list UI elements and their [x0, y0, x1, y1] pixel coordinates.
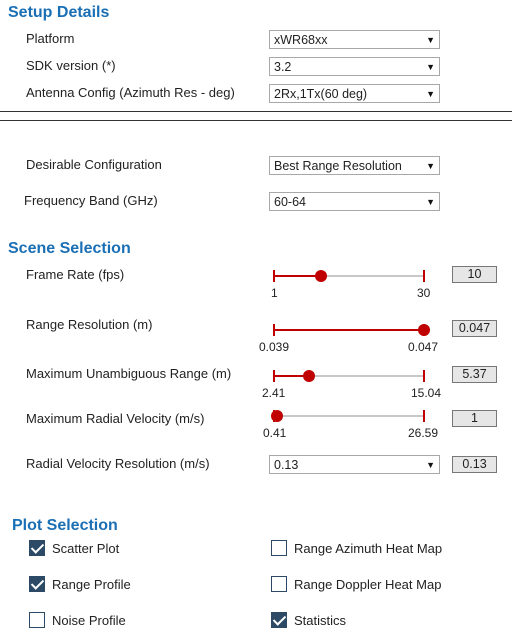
max-range-label: Maximum Unambiguous Range (m) — [26, 366, 232, 381]
max-range-slider[interactable] — [262, 368, 442, 400]
slider-min-label: 1 — [271, 286, 278, 300]
chevron-down-icon: ▼ — [426, 34, 435, 45]
noise-profile-label: Noise Profile — [52, 613, 126, 628]
max-velocity-slider[interactable] — [263, 408, 439, 440]
slider-knob[interactable] — [418, 324, 430, 336]
slider-min-tick — [273, 370, 275, 382]
slider-max-tick — [423, 410, 425, 422]
max-velocity-value-box[interactable]: 1 — [452, 410, 497, 427]
statistics-checkbox[interactable] — [271, 612, 287, 628]
slider-min-tick — [273, 270, 275, 282]
slider-max-label: 15.04 — [411, 386, 442, 400]
range-azimuth-heatmap-checkbox[interactable] — [271, 540, 287, 556]
range-resolution-value-box[interactable]: 0.047 — [452, 320, 497, 337]
frame-rate-label: Frame Rate (fps) — [26, 267, 125, 282]
velocity-resolution-value: 0.13 — [274, 457, 299, 472]
desirable-config-label: Desirable Configuration — [26, 157, 162, 172]
chevron-down-icon: ▼ — [426, 61, 435, 72]
desirable-config-value: Best Range Resolution — [274, 158, 402, 173]
slider-max-tick — [423, 270, 425, 282]
slider-min-label: 0.039 — [259, 340, 290, 354]
slider-min-tick — [273, 324, 275, 336]
slider-max-label: 26.59 — [408, 426, 439, 440]
slider-min-label: 2.41 — [262, 386, 286, 400]
frame-rate-slider[interactable] — [268, 268, 430, 300]
frequency-band-select[interactable] — [269, 192, 440, 211]
range-doppler-heatmap-label: Range Doppler Heat Map — [294, 577, 442, 592]
range-profile-checkbox[interactable] — [29, 576, 45, 592]
desirable-config-select[interactable] — [269, 156, 440, 175]
slider-knob[interactable] — [303, 370, 315, 382]
velocity-resolution-value-box[interactable]: 0.13 — [452, 456, 497, 473]
chevron-down-icon: ▼ — [426, 160, 435, 171]
slider-knob[interactable] — [271, 410, 283, 422]
max-range-value-box[interactable]: 5.37 — [452, 366, 497, 383]
chevron-down-icon: ▼ — [426, 88, 435, 99]
slider-max-label: 30 — [417, 286, 431, 300]
chevron-down-icon: ▼ — [426, 459, 435, 470]
range-profile-label: Range Profile — [52, 577, 131, 592]
slider-min-label: 0.41 — [263, 426, 287, 440]
frequency-band-value: 60-64 — [274, 194, 306, 209]
slider-fill — [274, 275, 321, 277]
range-doppler-heatmap-checkbox[interactable] — [271, 576, 287, 592]
scene-selection-title: Scene Selection — [8, 240, 131, 257]
antenna-config-value: 2Rx,1Tx(60 deg) — [274, 86, 368, 101]
range-resolution-slider[interactable] — [259, 322, 439, 354]
sdk-version-select[interactable] — [269, 57, 440, 76]
platform-select[interactable] — [269, 30, 440, 49]
setup-details-title: Setup Details — [8, 4, 110, 21]
chevron-down-icon: ▼ — [426, 196, 435, 207]
antenna-config-label: Antenna Config (Azimuth Res - deg) — [26, 85, 235, 100]
noise-profile-checkbox[interactable] — [29, 612, 45, 628]
platform-label: Platform — [26, 31, 75, 46]
sdk-version-label: SDK version (*) — [26, 58, 116, 73]
slider-fill — [274, 329, 424, 331]
statistics-label: Statistics — [294, 613, 347, 628]
range-azimuth-heatmap-label: Range Azimuth Heat Map — [294, 541, 443, 556]
platform-value: xWR68xx — [274, 32, 328, 47]
velocity-resolution-select[interactable] — [269, 455, 440, 474]
antenna-config-select[interactable] — [269, 84, 440, 103]
max-velocity-label: Maximum Radial Velocity (m/s) — [26, 411, 205, 426]
slider-track — [274, 415, 424, 417]
scatter-plot-checkbox[interactable] — [29, 540, 45, 556]
plot-selection-title: Plot Selection — [12, 517, 118, 534]
slider-knob[interactable] — [315, 270, 327, 282]
velocity-resolution-label: Radial Velocity Resolution (m/s) — [26, 456, 210, 471]
range-resolution-label: Range Resolution (m) — [26, 317, 153, 332]
frame-rate-value-box[interactable]: 10 — [452, 266, 497, 283]
divider-bottom — [0, 120, 512, 121]
slider-max-tick — [423, 370, 425, 382]
scatter-plot-label: Scatter Plot — [52, 541, 120, 556]
divider-top — [0, 111, 512, 112]
slider-max-label: 0.047 — [408, 340, 439, 354]
sdk-version-value: 3.2 — [274, 59, 292, 74]
frequency-band-label: Frequency Band (GHz) — [24, 193, 158, 208]
